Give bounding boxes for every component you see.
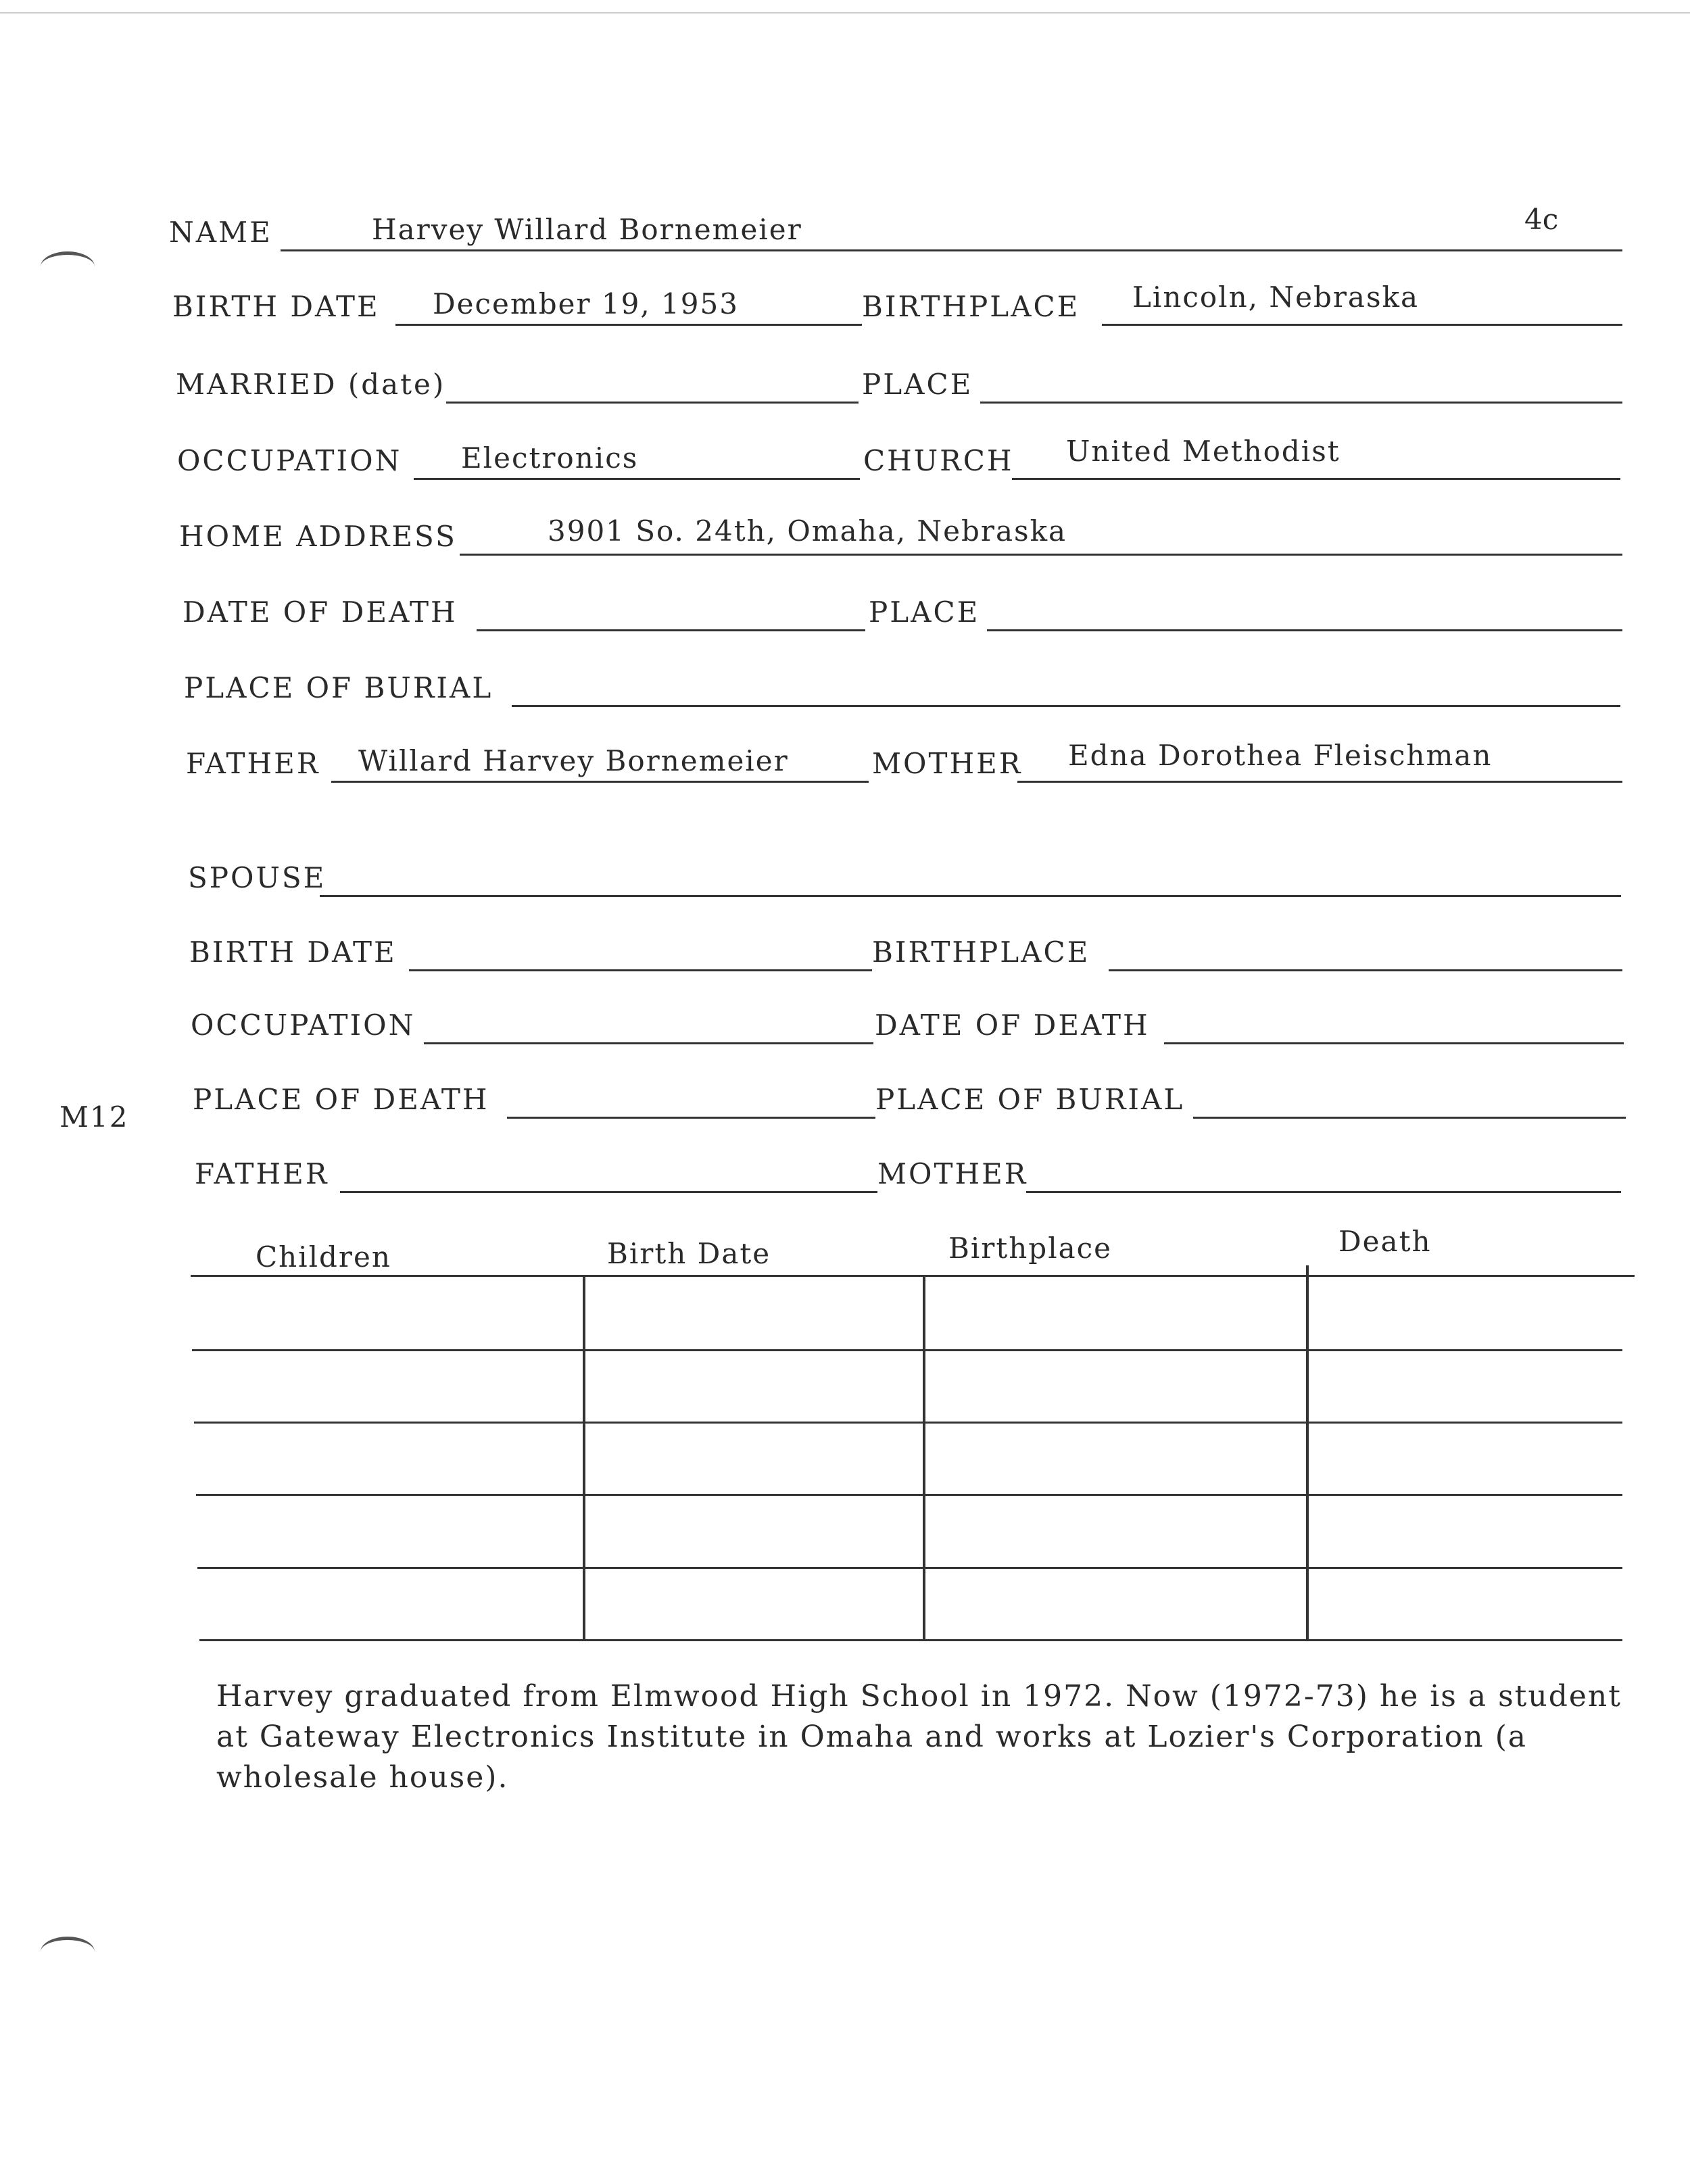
spouse-parents-row (195, 1151, 1622, 1198)
date-of-death-line (477, 629, 865, 631)
spouse-place-of-death-label: PLACE OF DEATH (193, 1083, 489, 1116)
spouse-occupation-row (191, 1002, 1622, 1050)
spouse-place-of-death-line[interactable] (507, 1117, 875, 1119)
occupation-value[interactable]: Electronics (461, 441, 639, 475)
binder-hole-top (41, 251, 95, 282)
birthplace-line (1102, 324, 1622, 326)
occupation-row (177, 435, 1622, 485)
spouse-birth-date-label: BIRTH DATE (189, 936, 397, 969)
table-column-divider (1306, 1265, 1309, 1641)
mother-label: MOTHER (872, 747, 1023, 780)
birth-date-line (395, 324, 862, 326)
birth-row (172, 281, 1622, 331)
spouse-birth-date-line[interactable] (409, 969, 872, 971)
spouse-father-line[interactable] (340, 1191, 877, 1193)
occupation-label: OCCUPATION (177, 444, 402, 477)
father-label: FATHER (186, 747, 320, 780)
home-address-row (179, 514, 1622, 561)
spouse-father-label: FATHER (195, 1157, 329, 1190)
church-line (1012, 478, 1620, 480)
spouse-mother-line[interactable] (1026, 1191, 1621, 1193)
occupation-line (414, 478, 860, 480)
birthplace-label: BIRTHPLACE (862, 290, 1080, 323)
birthplace-column-header: Birthplace (948, 1232, 1113, 1265)
married-line (446, 402, 859, 404)
married-place-label: PLACE (862, 368, 973, 401)
table-row-line (199, 1639, 1622, 1641)
table-row-line (197, 1567, 1622, 1569)
married-place-line (980, 402, 1622, 404)
church-label: CHURCH (863, 444, 1014, 477)
name-row (169, 210, 1622, 257)
page-top-rule (0, 12, 1690, 14)
spouse-death-row (193, 1077, 1622, 1124)
married-label: MARRIED (date) (176, 368, 446, 401)
death-row (183, 589, 1622, 637)
spouse-place-of-burial-label: PLACE OF BURIAL (875, 1083, 1185, 1116)
page-number: 4c (1524, 203, 1559, 236)
father-value[interactable]: Willard Harvey Bornemeier (358, 744, 789, 777)
place-of-burial-line (512, 705, 1620, 707)
birth-date-column-header: Birth Date (607, 1237, 771, 1270)
spouse-label: SPOUSE (188, 861, 327, 894)
date-of-death-label: DATE OF DEATH (183, 596, 458, 629)
name-line (281, 249, 1622, 251)
table-row-line (194, 1422, 1622, 1424)
spouse-occupation-label: OCCUPATION (191, 1009, 416, 1042)
margin-note: M12 (59, 1100, 129, 1134)
table-row-line (196, 1494, 1622, 1496)
home-address-label: HOME ADDRESS (179, 520, 457, 553)
spouse-place-of-burial-line[interactable] (1193, 1117, 1626, 1119)
parents-row (186, 741, 1622, 788)
table-column-divider (923, 1275, 925, 1641)
binder-hole-bottom (41, 1937, 95, 1967)
death-place-label: PLACE (869, 596, 980, 629)
notes-paragraph: Harvey graduated from Elmwood High School in 1972. Now (1972-73) he is a student at Gateway Electronics Institute in Omaha and works at Lozier's Corporation (a wholesale house). (216, 1679, 1622, 1795)
father-line (331, 781, 869, 783)
mother-value[interactable]: Edna Dorothea Fleischman (1068, 739, 1493, 772)
name-label: NAME (169, 216, 272, 249)
table-header-rule (191, 1275, 1635, 1277)
table-row-line (192, 1349, 1622, 1351)
married-row (176, 362, 1622, 409)
spouse-occupation-line[interactable] (424, 1042, 873, 1044)
death-place-line (987, 629, 1622, 631)
death-column-header: Death (1338, 1225, 1432, 1258)
spouse-row (188, 855, 1622, 902)
mother-line (1017, 781, 1622, 783)
spouse-birth-row (189, 929, 1622, 977)
spouse-birthplace-line[interactable] (1109, 969, 1622, 971)
birth-date-value[interactable]: December 19, 1953 (433, 287, 739, 320)
spouse-line[interactable] (320, 895, 1621, 897)
children-column-header: Children (256, 1240, 391, 1273)
burial-row (184, 665, 1622, 712)
spouse-date-of-death-label: DATE OF DEATH (875, 1009, 1150, 1042)
spouse-mother-label: MOTHER (877, 1157, 1028, 1190)
table-column-divider (583, 1275, 585, 1641)
birthplace-value[interactable]: Lincoln, Nebraska (1132, 281, 1420, 314)
place-of-burial-label: PLACE OF BURIAL (184, 671, 493, 704)
name-value[interactable]: Harvey Willard Bornemeier (372, 213, 802, 246)
church-value[interactable]: United Methodist (1066, 435, 1341, 468)
home-address-value[interactable]: 3901 So. 24th, Omaha, Nebraska (548, 514, 1067, 548)
spouse-date-of-death-line[interactable] (1164, 1042, 1624, 1044)
birth-date-label: BIRTH DATE (172, 290, 380, 323)
home-address-line (460, 554, 1622, 556)
spouse-birthplace-label: BIRTHPLACE (872, 936, 1090, 969)
